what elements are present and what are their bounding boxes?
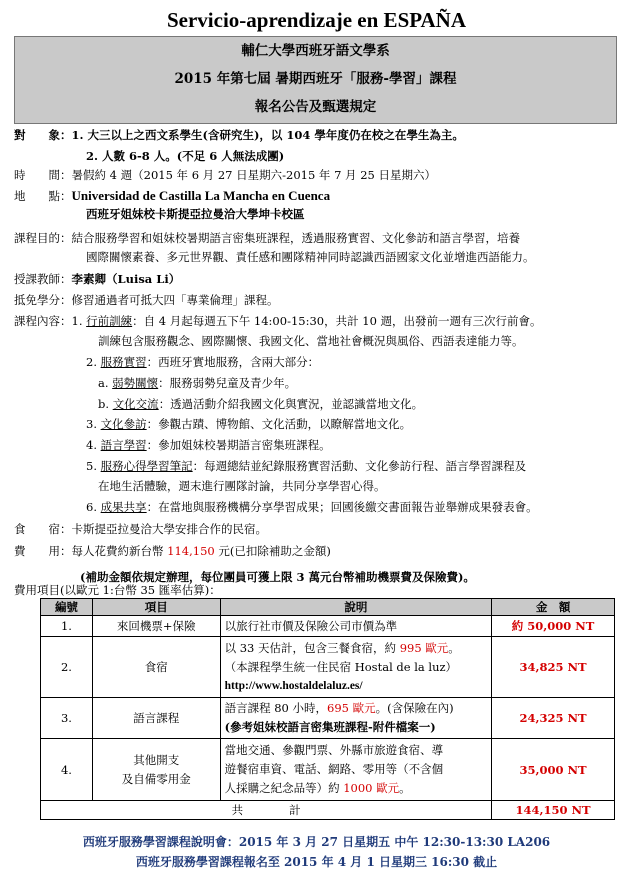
goal-line-2: 國際關懷素養、多元世界觀、責任感和團隊精神同時認識西語國家文化並增進西語能力。: [86, 250, 535, 264]
content-item-2a-number: a.: [98, 376, 113, 390]
total-amount: 144,150 NT: [492, 801, 615, 820]
teacher-row: [14, 271, 624, 288]
content-row: [14, 313, 624, 330]
goal-row: [14, 230, 624, 247]
desc-text: 以 33 天估計，包含三餐食宿，約: [224, 640, 400, 655]
row-number: 4.: [41, 739, 93, 801]
row-number: 3.: [41, 698, 93, 739]
row-number: 2.: [41, 637, 93, 698]
row-item: 語言課程: [92, 698, 220, 739]
time-value: 暑假約 4 週（2015 年 6 月 27 日星期六-2015 年 7 月 25 日星期六）: [71, 168, 436, 182]
credit-value: 修習通過者可抵大四「專業倫理」課程。: [71, 293, 279, 307]
row-item: 來回機票+保險: [92, 616, 220, 637]
place-row: [14, 187, 624, 205]
content-item-6-number: 6.: [86, 500, 101, 514]
row-description: [220, 698, 492, 739]
header-description: 說明: [220, 599, 492, 616]
target-item-2: 2. 人數 6-8 人。(不足 6 人無法成團): [86, 149, 285, 163]
table-row: [41, 698, 615, 739]
desc-text: 當地交通、參觀門票、外縣市旅遊食宿、導: [224, 743, 444, 757]
lodging-label: 食 宿：: [14, 522, 72, 536]
content-item-2a: [98, 375, 633, 392]
content-item-2b-title: 文化交流: [112, 397, 159, 411]
place-value-1: Universidad de Castilla La Mancha en Cuenca: [71, 188, 331, 203]
total-row: [41, 801, 615, 820]
row-description: [220, 637, 492, 698]
content-item-5-number: 5.: [86, 459, 101, 473]
row-amount: 24,325 NT: [492, 698, 615, 739]
content-item-2a-text: ：服務弱勢兒童及青少年。: [158, 376, 297, 390]
header-amount: 金 額: [492, 599, 615, 616]
fee-post: 元(已扣除補助之金額): [214, 544, 331, 558]
goal-line-1: 結合服務學習和姐妹校暑期語言密集班課程，透過服務實習、文化參訪和語言學習，培養: [71, 231, 520, 245]
header-item: 項目: [92, 599, 220, 616]
desc-text: 人採購之紀念品等）約: [224, 781, 344, 795]
content-item-3-title: 文化參訪: [100, 417, 147, 431]
content-item-5-text: ：每週總結並紀錄服務實習活動、文化參訪行程、語言學習課程及: [192, 459, 527, 473]
desc-euro: 695 歐元: [327, 701, 376, 715]
content-item-2b-number: b.: [98, 397, 113, 411]
desc-euro: 995 歐元: [399, 640, 449, 655]
desc-text: 。: [448, 640, 460, 655]
department-name: 輔仁大學西班牙語文學系: [241, 43, 390, 59]
place-label: 地 點：: [14, 189, 72, 203]
content-item-2-text: ：西班牙實地服務，含兩大部分：: [146, 355, 320, 369]
teacher-name: 李素卿（Luisa Li）: [71, 272, 181, 286]
lodging-value: 卡斯提亞拉曼洽大學安排合作的民宿。: [71, 522, 267, 536]
time-label: 時 間：: [14, 168, 72, 182]
fee-row: [14, 543, 624, 560]
desc-text: 語言課程 80 小時，: [224, 701, 328, 715]
info-session-notice: 西班牙服務學習課程說明會：2015 年 3 月 27 日星期五 中午 12:30-13:30 LA206: [82, 835, 551, 849]
program-name: 2015 年第七屆 暑期西班牙「服務-學習」課程: [174, 71, 457, 87]
content-item-2-number: 2.: [86, 355, 101, 369]
content-item-2b-text: ：透過活動介紹我國文化與實況，並認識當地文化。: [158, 397, 424, 411]
row-item: [92, 739, 220, 801]
content-item-4-number: 4.: [86, 438, 101, 452]
row-amount: 34,825 NT: [492, 637, 615, 698]
row-item: 食宿: [92, 637, 220, 698]
row-amount: 35,000 NT: [492, 739, 615, 801]
content-item-5: [86, 458, 633, 475]
lodging-row: [14, 521, 624, 538]
row-item-line-2: 及自備零用金: [121, 771, 191, 786]
registration-deadline-notice: 西班牙服務學習課程報名至 2015 年 4 月 1 日星期三 16:30 截止: [135, 855, 498, 869]
target-label: 對 象：: [14, 128, 72, 142]
fee-items-label: 費用項目(以歐元 1:台幣 35 匯率估算)：: [14, 583, 221, 597]
hostal-url-link[interactable]: http://www.hostaldelaluz.es/: [224, 679, 363, 692]
desc-text: 遊餐宿車資、電話、網路、零用等（不含個: [224, 762, 444, 776]
content-item-5-line-2: 在地生活體驗，週末進行團隊討論，共同分享學習心得。: [98, 479, 386, 493]
time-row: [14, 167, 624, 184]
fee-table: [40, 598, 615, 820]
content-item-2a-title: 弱勢關懷: [112, 376, 159, 390]
desc-euro: 1000 歐元: [343, 781, 400, 795]
document-title: Servicio-aprendizaje en ESPAÑA: [166, 8, 467, 32]
place-value-2: 西班牙姐妹校卡斯提亞拉曼洽大學坤卡校區: [86, 207, 305, 221]
content-item-3-text: ：參觀古蹟、博物館、文化活動，以瞭解當地文化。: [146, 417, 412, 431]
content-item-1-title: 行前訓練: [86, 314, 133, 328]
table-row: [41, 739, 615, 801]
goal-label: 課程目的：: [14, 231, 72, 245]
header-number: 編號: [41, 599, 93, 616]
content-item-1-text: ：自 4 月起每週五下午 14:00-15:30，共計 10 週，出發前一週有三次行前會。: [132, 314, 542, 328]
content-item-6-title: 成果共享: [100, 500, 147, 514]
content-label: 課程內容：: [14, 314, 72, 328]
content-item-2: [86, 354, 633, 371]
content-item-4: [86, 437, 633, 454]
table-row: [41, 637, 615, 698]
fee-amount: 114,150: [167, 544, 215, 558]
content-item-3-number: 3.: [86, 417, 101, 431]
target-item-1: 1. 大三以上之西文系學生(含研究生)，以 104 學年度仍在校之在學生為主。: [71, 128, 464, 142]
content-item-4-title: 語言學習: [100, 438, 147, 452]
content-item-1-number: 1.: [71, 314, 87, 328]
subsidy-note: (補助金額依規定辦理，每位團員可獲上限 3 萬元台幣補助機票費及保險費)。: [80, 570, 475, 584]
table-row: [41, 616, 615, 637]
row-description: [220, 739, 492, 801]
desc-attachment: (參考姐妹校語言密集班課程-附件檔案一): [224, 720, 436, 734]
credit-label: 抵免學分：: [14, 293, 72, 307]
row-number: 1.: [41, 616, 93, 637]
target-row: [14, 127, 624, 144]
fee-label: 費 用：: [14, 544, 72, 558]
content-item-2-title: 服務實習: [100, 355, 147, 369]
content-item-3: [86, 416, 633, 433]
credit-row: [14, 292, 624, 309]
content-item-6: [86, 499, 633, 516]
row-amount: 約 50,000 NT: [492, 616, 615, 637]
desc-text: 。: [399, 781, 411, 795]
total-label: 共 計: [41, 801, 492, 820]
announcement-banner: [14, 36, 617, 124]
desc-text: 。(含保險在內): [375, 701, 454, 715]
row-description: 以旅行社市價及保險公司市價為準: [220, 616, 492, 637]
row-item-line-1: 其他開支: [133, 752, 180, 767]
fee-pre: 每人花費約新台幣: [71, 544, 168, 558]
content-item-4-text: ：參加姐妹校暑期語言密集班課程。: [146, 438, 331, 452]
fee-table-header: [41, 599, 615, 616]
teacher-label: 授課教師：: [14, 272, 72, 286]
desc-hostal: （本課程學生統一住民宿 Hostal de la luz）: [224, 659, 458, 674]
content-item-6-text: ：在當地與服務機構分享學習成果；回國後繳交書面報告並舉辦成果發表會。: [146, 500, 538, 514]
announcement-subtitle: 報名公告及甄選規定: [254, 99, 377, 115]
content-item-2b: [98, 396, 633, 413]
content-item-1-line-2: 訓練包含服務觀念、國際關懷、我國文化、當地社會概況與風俗、西語表達能力等。: [98, 334, 524, 348]
content-item-5-title: 服務心得學習筆記: [100, 459, 193, 473]
